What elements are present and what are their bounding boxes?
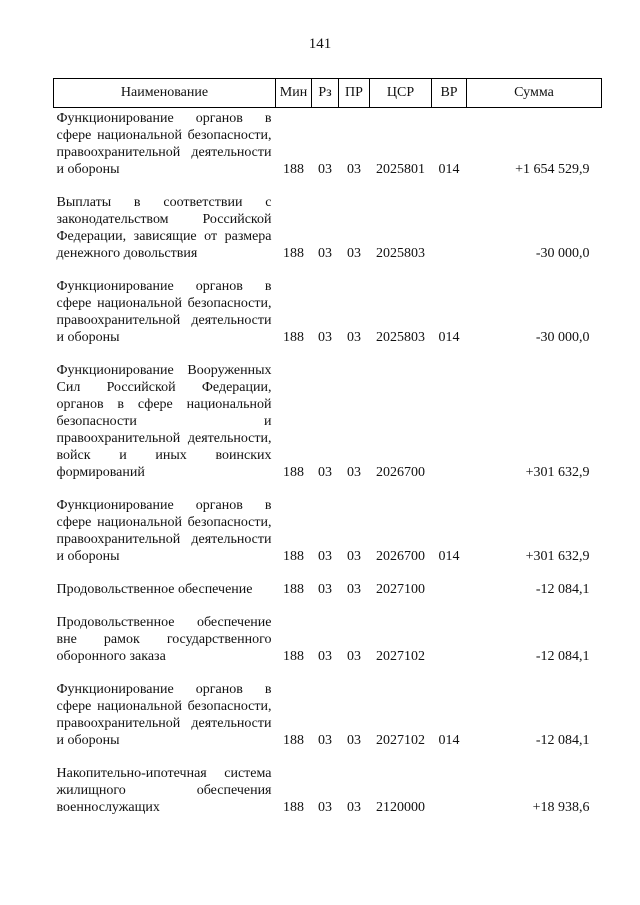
row-min: 188	[283, 800, 304, 815]
header-rz: Рз	[312, 79, 339, 108]
row-rz: 03	[318, 246, 332, 261]
budget-table	[53, 78, 602, 816]
row-sum: +301 632,9	[525, 549, 590, 564]
row-csr: 2027102	[376, 733, 425, 748]
row-name: Функционирование органов в сфере национальной безопасности, правоохранительной деятельности и обороны	[56, 279, 272, 345]
row-min: 188	[283, 246, 304, 261]
row-csr: 2120000	[376, 800, 425, 815]
row-min: 188	[283, 582, 304, 597]
row-sum: +18 938,6	[532, 800, 590, 815]
row-sum: -12 084,1	[535, 582, 590, 597]
row-sum: -12 084,1	[535, 649, 590, 664]
row-pr: 03	[347, 800, 361, 815]
row-min: 188	[283, 465, 304, 480]
row-csr: 2026700	[376, 465, 425, 480]
row-csr: 2025801	[376, 162, 425, 177]
row-min: 188	[283, 162, 304, 177]
row-vr: 014	[438, 162, 460, 177]
row-csr: 2026700	[376, 549, 425, 564]
row-sum: -12 084,1	[535, 733, 590, 748]
row-vr	[432, 178, 467, 262]
row-csr: 2025803	[376, 330, 425, 345]
row-name: Выплаты в соответствии с законодательством Российской Федерации, зависящие от размера денежного довольствия	[56, 195, 272, 261]
row-vr: 014	[438, 330, 460, 345]
header-pr: ПР	[339, 79, 370, 108]
row-vr: 014	[438, 733, 460, 748]
table-row	[54, 178, 602, 262]
row-min: 188	[283, 549, 304, 564]
row-pr: 03	[347, 465, 361, 480]
row-name: Функционирование органов в сфере национальной безопасности, правоохранительной деятельности и обороны	[56, 682, 272, 748]
row-pr: 03	[347, 733, 361, 748]
row-rz: 03	[318, 549, 332, 564]
row-rz: 03	[318, 582, 332, 597]
row-csr: 2027100	[376, 582, 425, 597]
row-rz: 03	[318, 733, 332, 748]
row-rz: 03	[318, 330, 332, 345]
row-pr: 03	[347, 246, 361, 261]
header-csr: ЦСР	[370, 79, 432, 108]
row-rz: 03	[318, 649, 332, 664]
row-sum: -30 000,0	[535, 330, 590, 345]
row-vr	[432, 598, 467, 665]
table-row	[54, 665, 602, 749]
row-name: Продовольственное обеспечение	[56, 582, 253, 597]
row-rz: 03	[318, 800, 332, 815]
header-min: Мин	[276, 79, 312, 108]
row-vr	[432, 749, 467, 816]
table-row	[54, 749, 602, 816]
row-name: Функционирование органов в сфере национальной безопасности, правоохранительной деятельности и обороны	[56, 111, 272, 177]
page-number: 141	[308, 36, 332, 52]
table-row	[54, 262, 602, 346]
row-pr: 03	[347, 162, 361, 177]
row-vr	[432, 346, 467, 481]
row-name: Накопительно-ипотечная система жилищного обеспечения военнослужащих	[56, 766, 272, 815]
row-min: 188	[283, 649, 304, 664]
table-body	[54, 108, 602, 817]
row-rz: 03	[318, 465, 332, 480]
header-sum: Сумма	[467, 79, 602, 108]
row-name: Функционирование органов в сфере национальной безопасности, правоохранительной деятельности и обороны	[56, 498, 272, 564]
row-sum: +1 654 529,9	[515, 162, 590, 177]
row-pr: 03	[347, 330, 361, 345]
row-vr	[432, 565, 467, 598]
row-pr: 03	[347, 649, 361, 664]
row-pr: 03	[347, 549, 361, 564]
table-header	[54, 79, 602, 108]
header-vr: ВР	[432, 79, 467, 108]
row-sum: +301 632,9	[525, 465, 590, 480]
table-row	[54, 565, 602, 598]
row-name: Продовольственное обеспечение вне рамок государственного оборонного заказа	[56, 615, 272, 664]
row-csr: 2025803	[376, 246, 425, 261]
table-row	[54, 346, 602, 481]
header-name: Наименование	[54, 79, 276, 108]
table-row	[54, 108, 602, 179]
row-sum: -30 000,0	[535, 246, 590, 261]
row-vr: 014	[438, 549, 460, 564]
row-min: 188	[283, 733, 304, 748]
row-name: Функционирование Вооруженных Сил Российской Федерации, органов в сфере национальной безопасности и правоохранительной деятельности, войск и иных воинских формирований	[56, 363, 272, 480]
table-row	[54, 598, 602, 665]
table-row	[54, 481, 602, 565]
row-csr: 2027102	[376, 649, 425, 664]
row-pr: 03	[347, 582, 361, 597]
row-min: 188	[283, 330, 304, 345]
row-rz: 03	[318, 162, 332, 177]
